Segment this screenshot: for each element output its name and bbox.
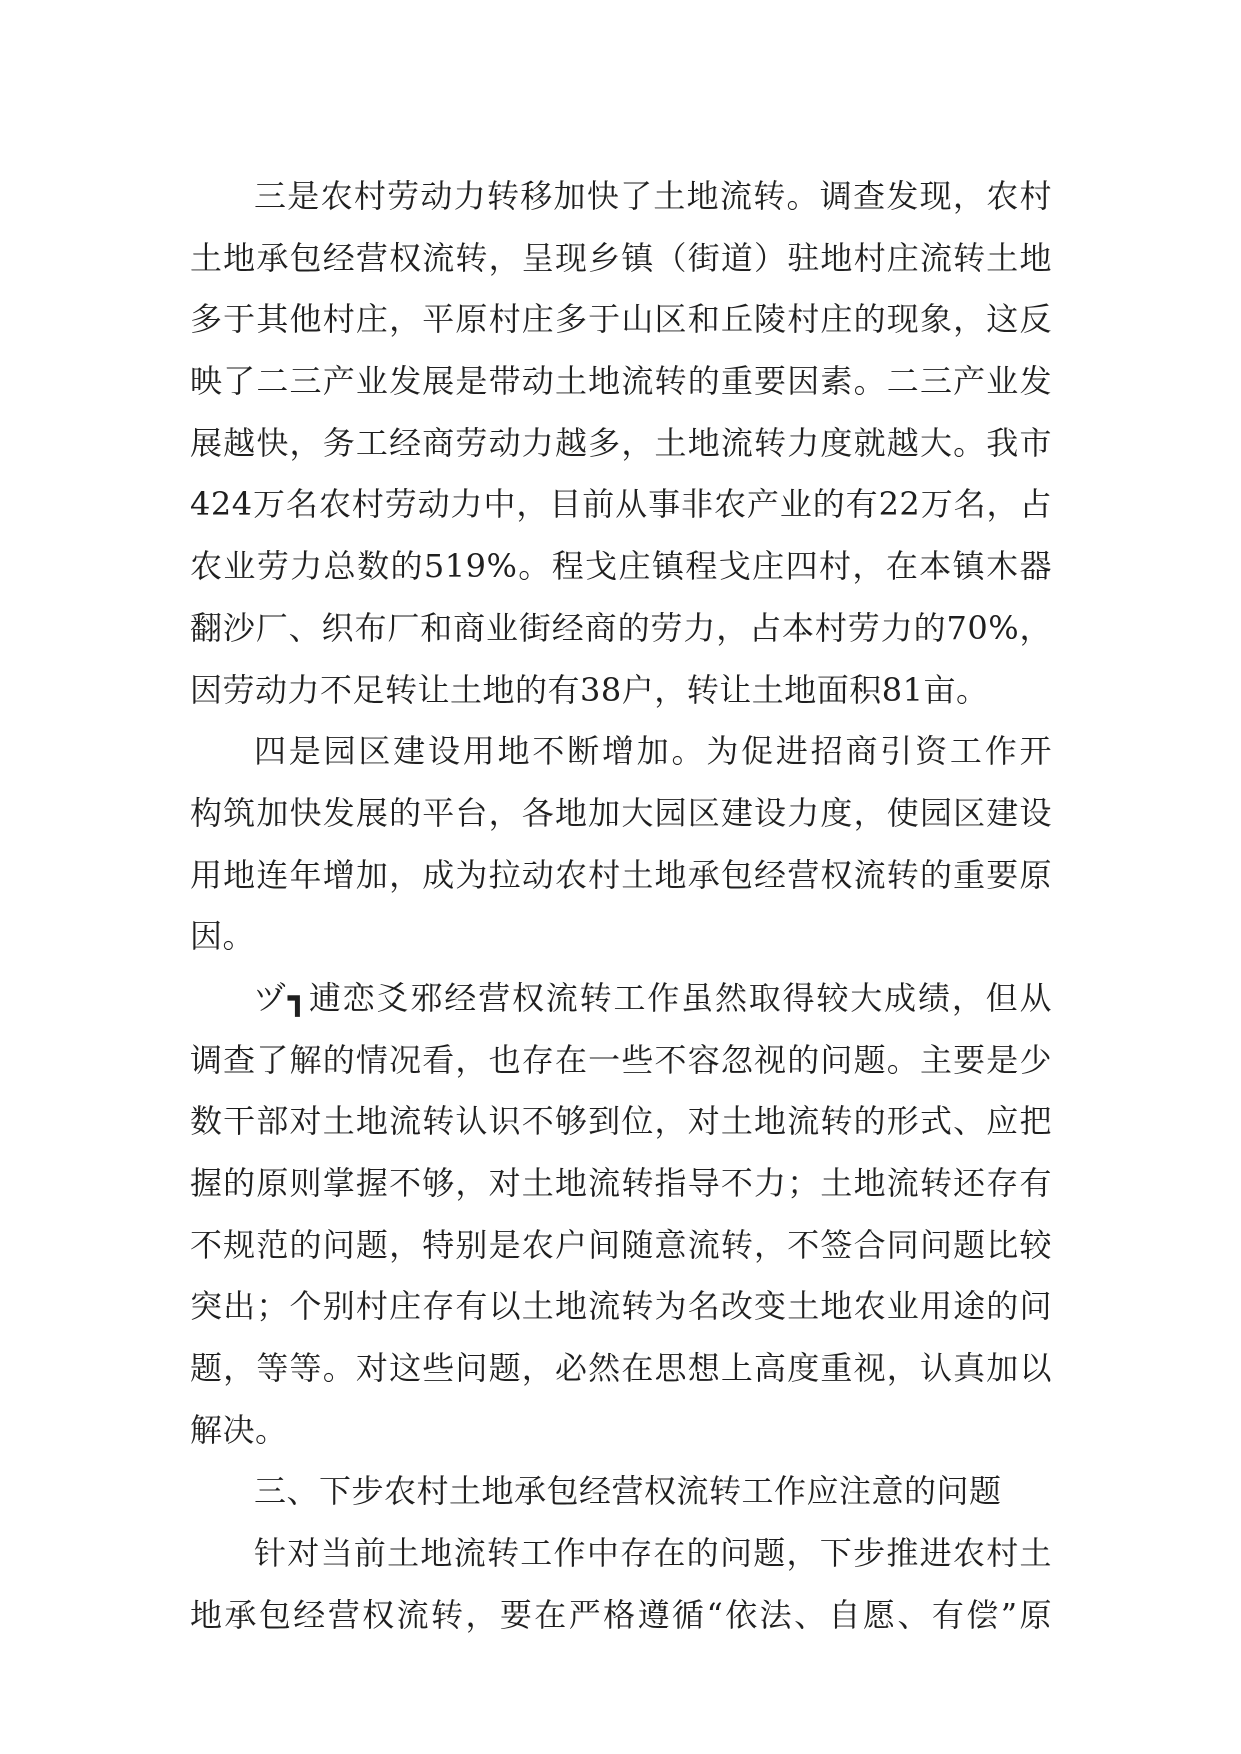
text-line: 翻沙厂、织布厂和商业街经商的劳力，占本村劳力的70%， — [190, 608, 1052, 647]
text-line: 突出；个别村庄存有以土地流转为名改变土地农业用途的问 — [190, 1287, 1052, 1326]
text-line: 构筑加快发展的平台，各地加大园区建设力度，使园区建设 — [190, 793, 1052, 832]
text-line: 映了二三产业发展是带动土地流转的重要因素。二三产业发 — [190, 362, 1052, 401]
text-line: 针对当前土地流转工作中存在的问题，下步推进农村土 — [254, 1534, 1052, 1573]
text-line: 多于其他村庄，平原村庄多于山区和丘陵村庄的现象，这反 — [190, 300, 1052, 339]
text-line: 因。 — [190, 917, 256, 956]
text-line: 不规范的问题，特别是农户间随意流转，不签合同问题比较 — [190, 1225, 1052, 1264]
text-line: 农业劳力总数的519%。程戈庄镇程戈庄四村，在本镇木器 — [190, 547, 1052, 586]
text-line: 展越快，务工经商劳动力越多，土地流转力度就越大。我市 — [190, 423, 1052, 462]
text-line: 握的原则掌握不够，对土地流转指导不力；土地流转还存有 — [190, 1164, 1052, 1202]
text-line: 用地连年增加，成为拉动农村土地承包经营权流转的重要原 — [190, 855, 1052, 894]
text-line: 解决。 — [190, 1410, 288, 1449]
text-line: 题，等等。对这些问题，必然在思想上高度重视，认真加以 — [190, 1349, 1052, 1388]
text-line: 因劳动力不足转让土地的有38户，转让土地面积81亩。 — [190, 670, 989, 709]
text-line: 土地承包经营权流转，呈现乡镇（街道）驻地村庄流转土地 — [190, 238, 1052, 277]
section-heading: 三、下步农村土地承包经营权流转工作应注意的问题 — [254, 1472, 1002, 1511]
body-text — [190, 166, 1052, 1647]
text-line: 调查了解的情况看，也存在一些不容忽视的问题。主要是少 — [190, 1040, 1052, 1079]
text-line: ヅ┓逋恋爻邪经营权流转工作虽然取得较大成绩，但从 — [254, 978, 1052, 1017]
text-line: 地承包经营权流转，要在严格遵循“依法、自愿、有偿”原 — [190, 1595, 1052, 1634]
text-line: 数干部对土地流转认识不够到位，对土地流转的形式、应把 — [190, 1102, 1052, 1141]
text-line: 三是农村劳动力转移加快了土地流转。调查发现，农村 — [254, 177, 1052, 215]
text-line: 四是园区建设用地不断增加。为促进招商引资工作开 — [254, 732, 1052, 771]
text-line: 424万名农村劳动力中，目前从事非农产业的有22万名，占 — [190, 485, 1052, 524]
